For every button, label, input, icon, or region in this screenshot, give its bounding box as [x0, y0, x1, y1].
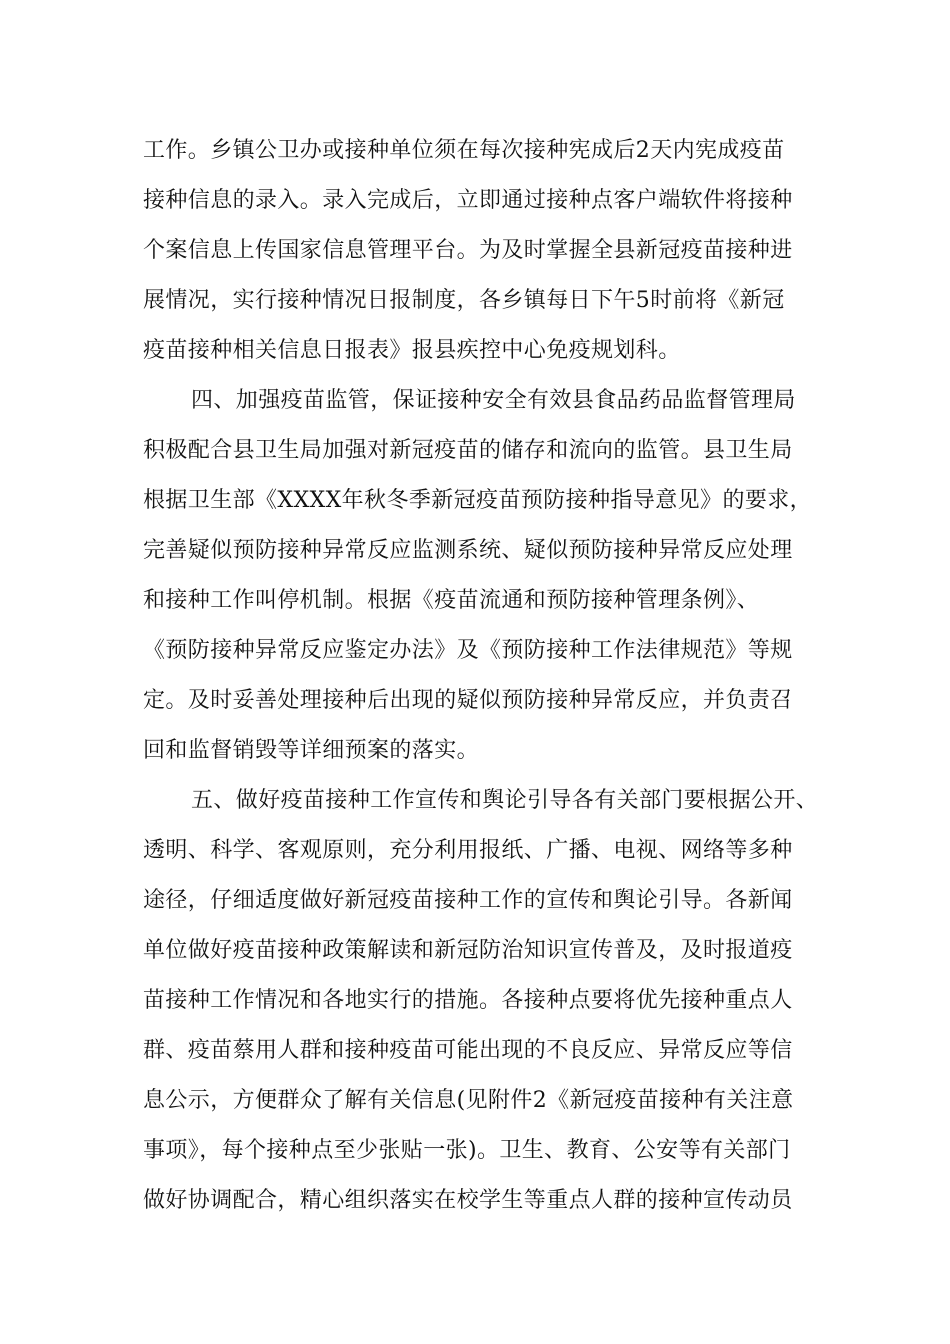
text-line: 展情况，实行接种情况日报制度，各乡镇每日下午5时前将《新冠: [143, 288, 785, 313]
text-line: 积极配合县卫生局加强对新冠疫苗的储存和流向的监管。县卫生局: [143, 438, 793, 463]
text-line: 透明、科学、客观原则，充分利用报纸、广播、电视、网络等多种: [143, 838, 793, 863]
text-line: 途径，仔细适度做好新冠疫苗接种工作的宣传和舆论引导。各新闻: [143, 888, 793, 913]
paragraph-publicity-guidance: [143, 776, 819, 1226]
text-line: 《预防接种异常反应鉴定办法》及《预防接种工作法律规范》等规: [143, 638, 793, 663]
text-line: 单位做好疫苗接种政策解读和新冠防治知识宣传普及，及时报道疫: [143, 938, 793, 963]
text-line: 四、加强疫苗监管，保证接种安全有效县食品药品监督管理局: [191, 388, 796, 413]
paragraph-vaccine-supervision: [143, 376, 815, 776]
text-line: 回和监督销毁等详细预案的落实。: [143, 738, 480, 763]
text-line: 工作。乡镇公卫办或接种单位须在每次接种宪成后2天内宪成疫苗: [143, 138, 785, 163]
text-line: 事项》，每个接种点至少张贴一张)。卫生、教育、公安等有关部门: [143, 1138, 791, 1163]
paragraph-vaccination-records: [143, 126, 815, 376]
text-line: 完善疑似预防接种异常反应监测系统、疑似预防接种异常反应处理: [143, 538, 793, 563]
text-line: 定。及时妥善处理接种后出现的疑似预防接种异常反应，并负责召: [143, 688, 793, 713]
text-line: 息公示，方便群众了解有关信息(见附件2《新冠疫苗接种有关注意: [143, 1088, 794, 1113]
text-line: 个案信息上传国家信息管理平台。为及时掌握全县新冠疫苗接种进: [143, 238, 793, 263]
text-line: 五、做好疫苗接种工作宣传和舆论引导各有关部门要根据公开、: [191, 788, 819, 813]
text-line: 根据卫生部《XXXX年秋冬季新冠疫苗预防接种指导意见》的要求，: [143, 488, 813, 513]
text-line: 苗接种工作情况和各地实行的措施。各接种点要将优先接种重点人: [143, 988, 793, 1013]
text-line: 疫苗接种相关信息日报表》报县疾控中心免疫规划科。: [143, 338, 681, 363]
text-line: 做好协调配合，精心组织落实在校学生等重点人群的接种宣传动员: [143, 1188, 793, 1213]
text-line: 群、疫苗蔡用人群和接种疫苗可能出现的不良反应、异常反应等信: [143, 1038, 793, 1063]
text-line: 接种信息的录入。录入完成后，立即通过接种点客户端软件将接种: [143, 188, 793, 213]
text-line: 和接种工作叫停机制。根据《疫苗流通和预防接种管理条例》、: [143, 588, 760, 613]
